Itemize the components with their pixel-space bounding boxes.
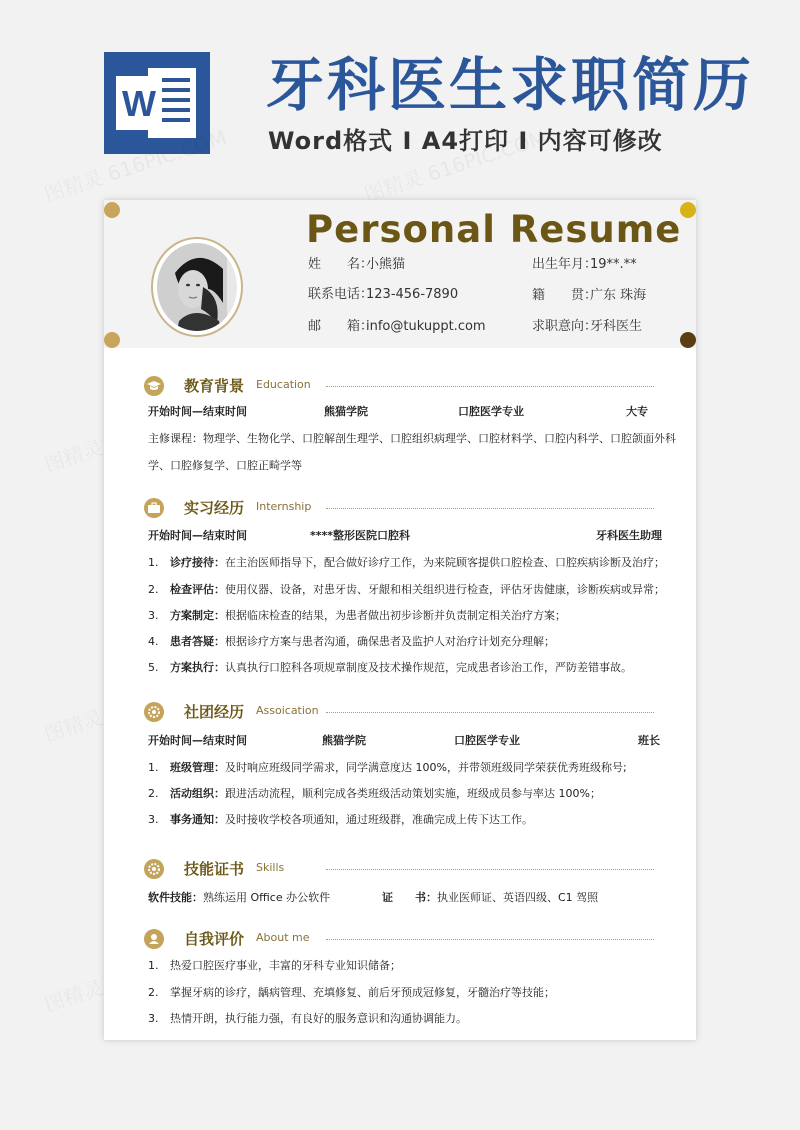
graduation-cap-icon xyxy=(144,376,164,396)
section-divider xyxy=(326,508,654,509)
section-subtitle: Assoication xyxy=(256,704,319,717)
edu-courses-cont: 学、口腔修复学、口腔正畸学等 xyxy=(148,459,302,472)
list-item: 4. 患者答疑：根据诊疗方案与患者沟通，确保患者及监护人对治疗计划充分理解； xyxy=(148,635,555,648)
club-major: 口腔医学专业 xyxy=(454,734,520,747)
briefcase-icon xyxy=(144,498,164,518)
info-intent: 求职意向：牙科医生 xyxy=(532,319,643,334)
section-internship xyxy=(144,496,654,520)
info-phone: 联系电话：123-456-7890 xyxy=(308,287,459,302)
edu-school: 熊猫学院 xyxy=(324,405,368,418)
list-item: 3. 热情开朗，执行能力强，有良好的服务意识和沟通协调能力。 xyxy=(148,1012,467,1025)
section-title: 社团经历 xyxy=(184,703,245,721)
info-birth: 出生年月：19**.** xyxy=(532,257,637,272)
list-item: 1. 诊疗接待：在主治医师指导下，配合做好诊疗工作，为来院顾客提供口腔检查、口腔疾病诊断及治疗； xyxy=(148,556,665,569)
list-item: 3. 方案制定：根据临床检查的结果，为患者做出初步诊断并负责制定相关治疗方案； xyxy=(148,609,566,622)
list-item: 2. 活动组织：跟进活动流程，顺利完成各类班级活动策划实施，班级成员参与率达 100%； xyxy=(148,787,601,800)
list-item: 2. 检查评估：使用仪器、设备，对患牙齿、牙龈和相关组织进行检查，评估牙齿健康，诊断疾病或异常； xyxy=(148,583,665,596)
corner-dot xyxy=(680,202,696,218)
section-title: 技能证书 xyxy=(184,860,245,878)
banner-title: 牙科医生求职简历 xyxy=(266,51,755,119)
list-item: 5. 方案执行：认真执行口腔科各项规章制度及技术操作规范，完成患者诊治工作，严防差错事故。 xyxy=(148,661,632,674)
list-item: 1. 热爱口腔医疗事业，丰富的牙科专业知识储备； xyxy=(148,959,401,972)
info-email: 邮 箱：info@tukuppt.com xyxy=(308,319,486,334)
section-subtitle: Internship xyxy=(256,500,312,513)
edu-time: 开始时间—结束时间 xyxy=(148,405,247,418)
word-logo-letter: W xyxy=(122,83,156,124)
edu-courses: 主修课程：物理学、生物化学、口腔解剖生理学、口腔组织病理学、口腔材料学、口腔内科学、口腔颌面外科 xyxy=(148,432,676,445)
word-logo-icon xyxy=(104,52,210,154)
user-icon xyxy=(144,929,164,949)
skills-cert: 证 书：执业医师证、英语四级、C1 驾照 xyxy=(382,891,599,904)
section-title: 教育背景 xyxy=(184,377,245,395)
section-subtitle: Skills xyxy=(256,861,285,874)
corner-dot xyxy=(104,202,120,218)
section-divider xyxy=(326,869,654,870)
section-divider xyxy=(326,386,654,387)
banner-subtitle: Word格式 I A4打印 I 内容可修改 xyxy=(268,127,663,155)
resume-title: Personal Resume xyxy=(306,208,682,251)
club-role: 班长 xyxy=(638,734,660,747)
section-skills xyxy=(144,857,654,881)
section-divider xyxy=(326,712,654,713)
section-title: 实习经历 xyxy=(184,499,245,517)
section-about xyxy=(144,927,654,951)
gear-icon xyxy=(144,702,164,722)
section-subtitle: About me xyxy=(256,931,310,944)
section-title: 自我评价 xyxy=(184,930,245,948)
club-time: 开始时间—结束时间 xyxy=(148,734,247,747)
intern-time: 开始时间—结束时间 xyxy=(148,529,247,542)
portrait-icon xyxy=(157,243,237,331)
settings-icon xyxy=(144,859,164,879)
section-subtitle: Education xyxy=(256,378,311,391)
club-school: 熊猫学院 xyxy=(322,734,366,747)
edu-degree: 大专 xyxy=(626,405,648,418)
corner-dot xyxy=(680,332,696,348)
skills-software: 软件技能：熟练运用 Office 办公软件 xyxy=(148,891,331,904)
section-education xyxy=(144,374,654,398)
info-name: 姓 名：小熊猫 xyxy=(308,257,406,272)
profile-photo xyxy=(151,237,243,337)
edu-major: 口腔医学专业 xyxy=(458,405,524,418)
section-divider xyxy=(326,939,654,940)
list-item: 1. 班级管理：及时响应班级同学需求，同学满意度达 100%，并带领班级同学荣获优秀班级称号; xyxy=(148,761,627,774)
resume-page xyxy=(104,200,696,1040)
section-club xyxy=(144,700,654,724)
info-native: 籍 贯：广东 珠海 xyxy=(532,288,647,303)
list-item: 2. 掌握牙病的诊疗，龋病管理、充填修复、前后牙预成冠修复，牙髓治疗等技能； xyxy=(148,986,555,999)
intern-org: ****整形医院口腔科 xyxy=(310,529,411,542)
list-item: 3. 事务通知：及时接收学校各项通知，通过班级群，准确完成上传下达工作。 xyxy=(148,813,533,826)
corner-dot xyxy=(104,332,120,348)
intern-role: 牙科医生助理 xyxy=(596,529,662,542)
